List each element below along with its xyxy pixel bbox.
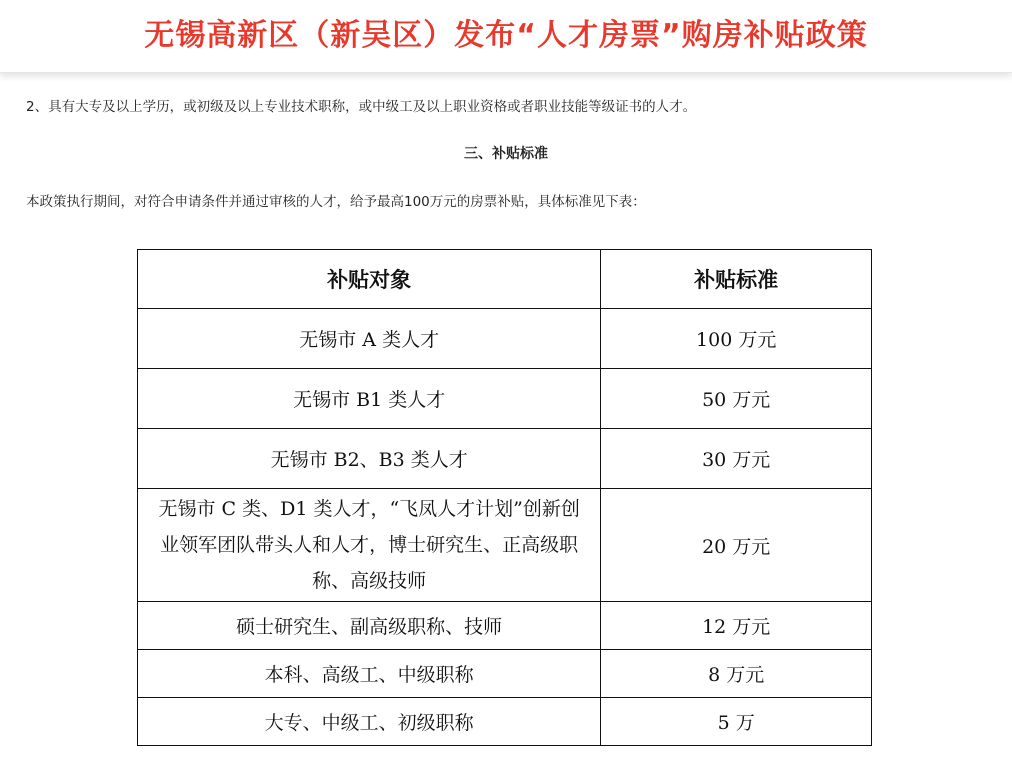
paragraph-intro: 本政策执行期间，对符合申请条件并通过审核的人才，给予最高100万元的房票补贴，具体标准见下表： <box>26 194 646 210</box>
row-target: 无锡市 A 类人才 <box>138 309 601 369</box>
row-amount: 5 万 <box>601 698 872 746</box>
title-bar <box>0 0 1012 73</box>
subsidy-table <box>137 249 872 746</box>
row-target: 硕士研究生、副高级职称、技师 <box>138 602 601 650</box>
section-heading: 三、补贴标准 <box>464 146 548 162</box>
table-row <box>138 369 872 429</box>
row-amount: 50 万元 <box>601 369 872 429</box>
table-row <box>138 698 872 746</box>
row-amount: 8 万元 <box>601 650 872 698</box>
table-row <box>138 309 872 369</box>
header-subsidy-target: 补贴对象 <box>138 250 601 309</box>
header-subsidy-standard: 补贴标准 <box>601 250 872 309</box>
table-header-row <box>138 250 872 309</box>
article-title: 无锡高新区（新吴区）发布“人才房票”购房补贴政策 <box>144 18 868 53</box>
row-amount: 30 万元 <box>601 429 872 489</box>
row-target: 无锡市 B2、B3 类人才 <box>138 429 601 489</box>
row-amount: 20 万元 <box>601 489 872 602</box>
row-target: 无锡市 B1 类人才 <box>138 369 601 429</box>
row-target: 大专、中级工、初级职称 <box>138 698 601 746</box>
row-amount: 100 万元 <box>601 309 872 369</box>
paragraph-eligibility: 2、具有大专及以上学历，或初级及以上专业技术职称，或中级工及以上职业资格或者职业技能等级证书的人才。 <box>26 99 697 115</box>
table-row <box>138 489 872 602</box>
row-target: 本科、高级工、中级职称 <box>138 650 601 698</box>
table-row <box>138 602 872 650</box>
row-target: 无锡市 C 类、D1 类人才，“飞凤人才计划”创新创业领军团队带头人和人才，博士研究生、正高级职称、高级技师 <box>138 489 601 602</box>
table-row <box>138 650 872 698</box>
row-amount: 12 万元 <box>601 602 872 650</box>
table-row <box>138 429 872 489</box>
